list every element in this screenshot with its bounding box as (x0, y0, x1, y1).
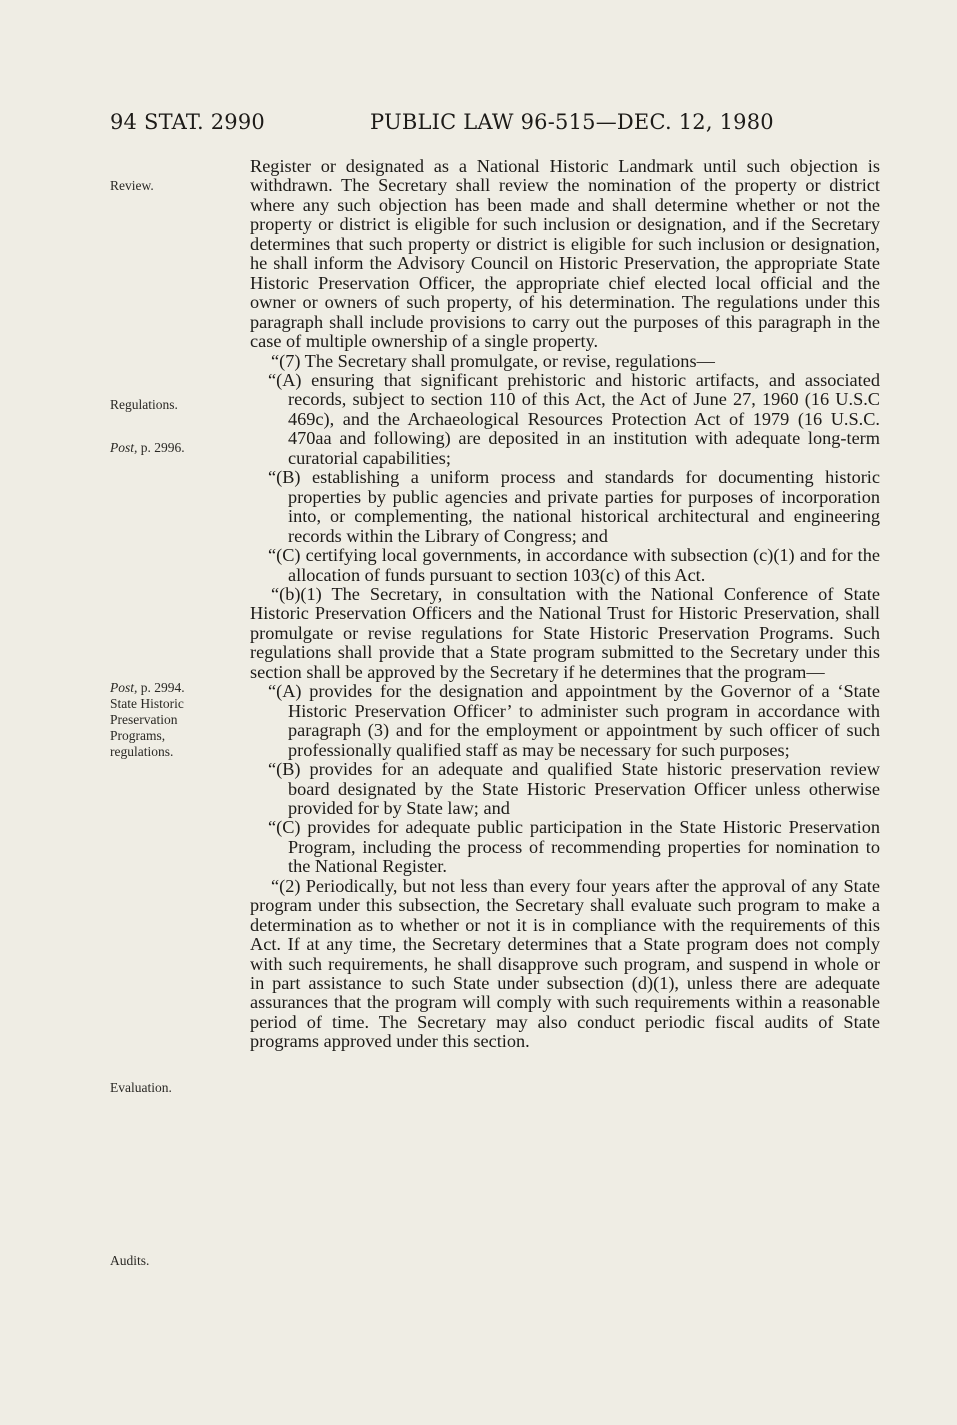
margin-note-regulations: Regulations. (110, 397, 178, 412)
post-page: p. 2994. (140, 680, 185, 695)
margin-note-review: Review. (110, 178, 154, 193)
subparagraph-b1b: “(B) provides for an adequate and qualified State historic preservation review board designated by the State Historic Preservation Officer unless otherwise provided for by State law; and (268, 759, 880, 818)
statute-body (250, 157, 880, 1052)
margin-note-state-programs: State Historic Preservation Programs, regulations. (110, 696, 184, 759)
statute-page-number: 94 STAT. 2990 (110, 110, 265, 134)
paragraph-b1: “(b)(1) The Secretary, in consultation with the National Conference of State Historic Preservation Officers and the National Trust for Historic Preservation, shall promulgate or revise regulations for State Historic Preservation Programs. Such regulations shall provide that a State program submitted to the Secretary under this section shall be approved by the Secretary if he determines that the program— (250, 583, 880, 682)
paragraph-7: “(7) The Secretary shall promulgate, or revise, regulations— (271, 350, 715, 371)
subparagraph-7b: “(B) establishing a uniform process and standards for documenting historic properties by public agencies and private parties for purposes of incorporation into, or complementing, the national historical architectural and engineering records within the Library of Congress; and (268, 467, 880, 546)
post-italic: Post, (110, 680, 138, 695)
post-italic: Post, (110, 440, 138, 455)
margin-note-evaluation: Evaluation. (110, 1080, 172, 1095)
subparagraph-7c: “(C) certifying local governments, in accordance with subsection (c)(1) and for the allocation of funds pursuant to section 103(c) of this Act. (268, 545, 880, 585)
margin-note-post-2994 (110, 680, 240, 696)
subparagraph-b1c: “(C) provides for adequate public participation in the State Historic Preservation Program, including the process of recommending properties for nomination to the National Register. (268, 817, 880, 877)
post-page: p. 2996. (140, 440, 185, 455)
paragraph-2: “(2) Periodically, but not less than every four years after the approval of any State program under this subsection, the Secretary shall evaluate such program to make a determination as to whether or not it is in compliance with the requirements of this Act. If at any time, the Secretary determines that a State program does not comply with such requirements, he shall disapprove such program, and suspend in whole or in part assistance to such State under subsection (d)(1), unless there are adequate assurances that the program will comply with such requirements within a reasonable period of time. The Secretary may also conduct periodic fiscal audits of State programs approved under this section. (250, 875, 880, 1052)
subparagraph-b1a: “(A) provides for the designation and appointment by the Governor of a ‘State Historic Preservation Officer’ to administer such program in accordance with paragraph (3) and for the employment or appointment by such officer of such professionally qualified staff as may be necessary for such purposes; (268, 681, 880, 760)
subparagraph-7a: “(A) ensuring that significant prehistoric and historic artifacts, and associated records, subject to section 110 of this Act, the Act of June 27, 1960 (16 U.S.C 469c), and the Archaeological Resources Protection Act of 1979 (16 U.S.C. 470aa and following) are deposited in an institution with adequate long-term curatorial capabilities; (268, 369, 880, 468)
running-head-title: PUBLIC LAW 96-515—DEC. 12, 1980 (370, 110, 774, 134)
paragraph-continuation: Register or designated as a National Historic Landmark until such objection is withdrawn. The Secretary shall review the nomination of the property or district where any such objection has been made and shall determine whether or not the property or district is eligible for such inclusion or designation, and if the Secretary determines that such property or district is eligible for such inclusion or designation, he shall inform the Advisory Council on Historic Preservation, the appropriate State Historic Preservation Officer, the appropriate chief elected local official and the owner or owners of such property, of his determination. The regulations under this paragraph shall include provisions to carry out the purposes of this paragraph in the case of multiple ownership of a single property. (250, 156, 880, 352)
margin-note-post-2996 (110, 440, 240, 456)
margin-note-audits: Audits. (110, 1253, 150, 1268)
